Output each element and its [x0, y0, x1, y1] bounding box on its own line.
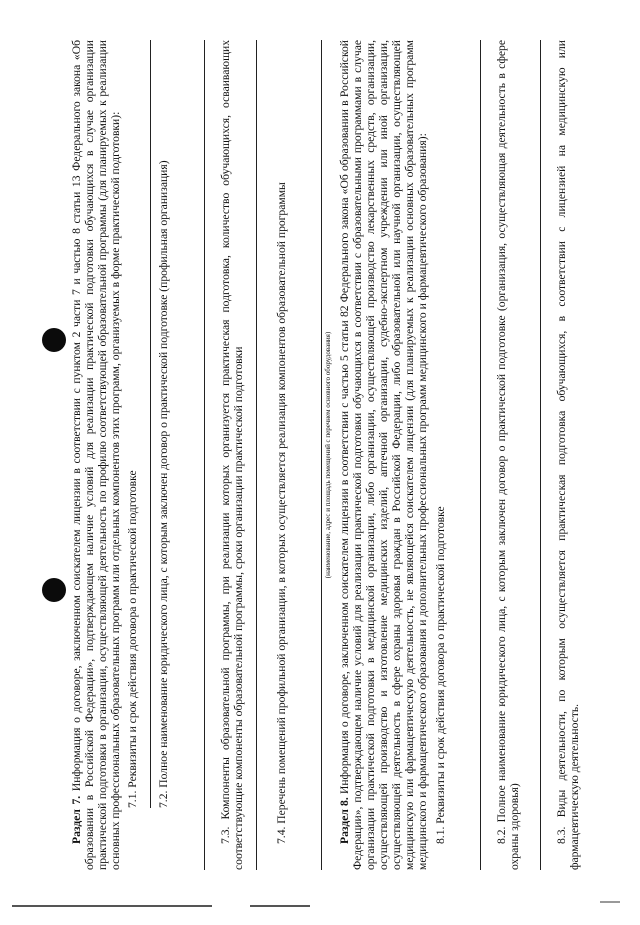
item-7-3: 7.3. Компоненты образовательной программы, при реализации которых организуется практическая подготовка, количество обучающихся, осваивающих соответствующие компоненты образовательной программы, сроки организации практической подготовки — [218, 40, 245, 870]
item-7-4: 7.4. Перечень помещений профильной организации, в которых осуществляется реализация компонентов образовательной программы — [274, 182, 288, 844]
punch-hole-top — [42, 328, 66, 352]
hint-7-4: (наименование, адрес и площадь помещений с перечнем основного оборудования) — [323, 331, 332, 579]
section-8-text: Информация о договоре, заключенном соискателем лицензии в соответствии с частью 5 статьи 82 Федерального закона «Об образовании в Российской Федерации», подтверждающем наличие условий для реализации практической подготовки обучающихся в соответствии с образовательными программами в случае организации практической подготовки в медицинской организации, либо организации, осуществляющей производство лекарственных средств, организации, осуществляющей производство и изготовление медицинских изделий, аптечной организации, судебно-экспертном учреждении или иной организации, осуществляющей деятельность в сфере охраны здоровья граждан в Российской Федерации, либо образовательной или научной организации, осуществляющей медицинскую или фармацевтическую деятельность, не являющейся соискателем лицензии (для планируемых к реализации основных образовательных программ медицинского и фармацевтического образования и дополнительных профессиональных программ медицинского и фармацевтического образования): — [337, 40, 430, 870]
section-8-paragraph — [338, 40, 430, 870]
section-7-heading: Раздел 7. — [70, 795, 83, 844]
punch-hole-bottom — [42, 578, 66, 602]
item-8-3: 8.3. Виды деятельности, по которым осуществляется практическая подготовка обучающихся, в соответствии с лицензией на медицинскую или фармацевтическую деятельность. — [554, 40, 581, 870]
scan-artifact-lines — [0, 901, 640, 915]
rotated-document-body — [70, 40, 630, 870]
section-7-paragraph — [70, 40, 122, 870]
section-8-heading: Раздел 8. — [337, 797, 351, 844]
item-7-1: 7.1. Реквизиты и срок действия договора о практической подготовке — [126, 470, 140, 808]
fill-line-7-1 — [149, 40, 151, 808]
item-8-2: 8.2. Полное наименование юридического лица, с которым заключен договор о практической подготовке (организация, осуществляющая деятельность в сфере охраны здоровья) — [494, 40, 521, 870]
item-8-1: 8.1. Реквизиты и срок действия договора о практической подготовке — [433, 506, 447, 844]
fill-line-7-4 — [320, 40, 322, 870]
section-7-text: Информация о договоре, заключенном соискателем лицензии в соответствии с пунктом 2 части 7 и частью 8 статьи 13 Федерального закона «Об образовании в Российской Федерации», подтверждающем наличие условий для реализации практической подготовки обучающихся в случае организации практической подготовки в организации, осуществляющей деятельность по профилю соответствующей образовательной программы (для планируемых к реализации основных профессиональных образовательных программ или отдельных компонентов этих программ, организуемых в форме практической подготовки): — [70, 40, 123, 870]
item-7-2: 7.2. Полное наименование юридического лица, с которым заключен договор о практической подготовке (профильная организация) — [157, 160, 171, 808]
